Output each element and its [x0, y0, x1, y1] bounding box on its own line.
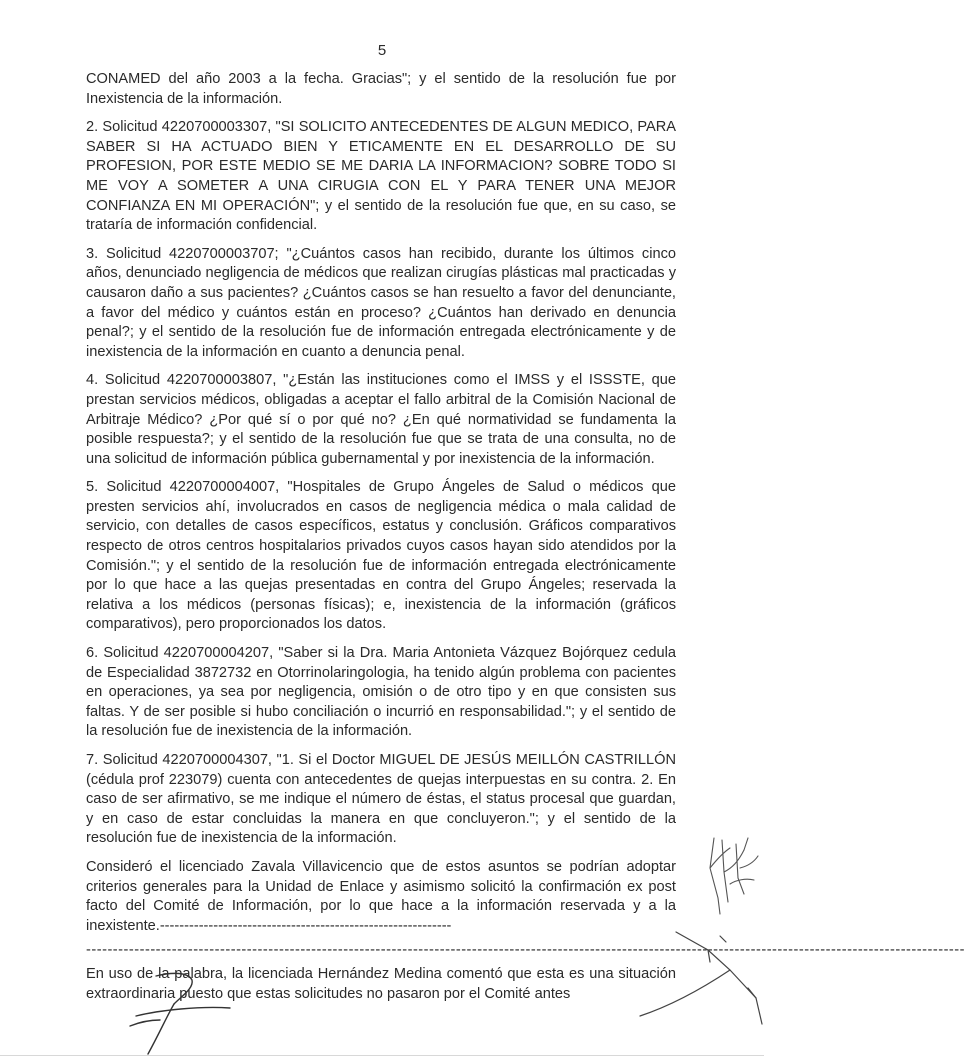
paragraph-request-4: 4. Solicitud 4220700003807, "¿Están las instituciones como el IMSS y el ISSSTE, que prestan servicios médicos, obligadas a aceptar el fallo arbitral de la Comisión Nacional de Arbitraje Médico? ¿Por qué sí o por qué no? ¿En qué normatividad se fundamenta la posible respuesta?; y el sentido de la resolución fue que se trata de una consulta, no de una solicitud de información pública gubernamental y por inexistencia de la información.: [86, 372, 676, 467]
document-body: [86, 70, 965, 1014]
paragraph-request-7: 7. Solicitud 4220700004307, "1. Si el Doctor MIGUEL DE JESÚS MEILLÓN CASTRILLÓN (cédula prof 223079) cuenta con antecedentes de quejas interpuestas en su contra. 2. En caso de ser afirmativo, se me indique el número de éstas, el status procesal que guardan, y en caso de estar concluidas la manera en que concluyeron."; y el sentido de la resolución fue de inexistencia de la información.: [86, 752, 676, 847]
paragraph-zavala-request: Consideró el licenciado Zavala Villavicencio que de estos asuntos se podrían adoptar criterios generales para la Unidad de Enlace y asimismo solicitó la confirmación ex post facto del Comité de Información, por lo que hace a la información reservada y a la inexistente.------------------------------------------------------------: [86, 858, 676, 934]
paragraph-request-6: 6. Solicitud 4220700004207, "Saber si la Dra. Maria Antonieta Vázquez Bojórquez cedula de Especialidad 3872732 en Otorrinolaringologia, ha tenido algún problema con pacientes en operaciones, ya sea por negligencia, omisión o de otro tipo y en que consisten sus faltas. Y de ser posible si hubo conciliación o incurrió en responsabilidad."; y el sentido de la resolución fue de inexistencia de la información.: [86, 645, 676, 740]
paragraph-request-2: 2. Solicitud 4220700003307, "SI SOLICITO ANTECEDENTES DE ALGUN MEDICO, PARA SABER SI HA ACTUADO BIEN Y ETICAMENTE EN EL DESARROLLO DE SU PROFESION, POR ESTE MEDIO SE ME DARIA LA INFORMACION? SOBRE TODO SI ME VOY A SOMETER A UNA CIRUGIA CON EL Y PARA TENER UNA MEJOR CONFIANZA EN MI OPERACIÓN"; y el sentido de la resolución fue que, en su caso, se trataría de información confidencial.: [86, 119, 676, 234]
separator-line: --------------------------------------------------------------------------------------------------------------------------------------------------------------------: [86, 942, 965, 959]
page-number: 5: [377, 42, 387, 59]
paragraph-intro: CONAMED del año 2003 a la fecha. Gracias"; y el sentido de la resolución fue por Inexistencia de la información.: [86, 71, 676, 107]
paragraph-hernandez-comment: En uso de la palabra, la licenciada Hernández Medina comentó que esta es una situación extraordinaria puesto que estas solicitudes no pasaron por el Comité antes: [86, 966, 676, 1002]
page-bottom-edge: [0, 1055, 764, 1056]
margin-initials-signature: [700, 828, 764, 918]
paragraph-request-5: 5. Solicitud 4220700004007, "Hospitales de Grupo Ángeles de Salud o médicos que presten servicios ahí, involucrados en casos de negligencia médica o mala calidad de servicio, con detalles de casos específicos, estatus y conclusión. Gráficos comparativos respecto de otros centros hospitalarios privados cuyos casos hayan sido atendidos por la Comisión."; y el sentido de la resolución fue de información entregada electrónicamente por lo que hace a las quejas presentadas en contra del Grupo Ángeles; reservada la relativa a los médicos (personas físicas); e, inexistencia de la información (gráficos comparativos), pero proporcionados los datos.: [86, 479, 676, 633]
paragraph-request-3: 3. Solicitud 4220700003707; "¿Cuántos casos han recibido, durante los últimos cinco años, denunciado negligencia de médicos que realizan cirugías plásticas mal practicadas y causaron daño a sus pacientes? ¿Cuántos casos se han resuelto a favor del denunciante, a favor del médico y cuántos están en proceso? ¿Cuántos han derivado en denuncia penal?; y el sentido de la resolución fue de información entregada electrónicamente y de inexistencia de la información en cuanto a denuncia penal.: [86, 245, 676, 360]
